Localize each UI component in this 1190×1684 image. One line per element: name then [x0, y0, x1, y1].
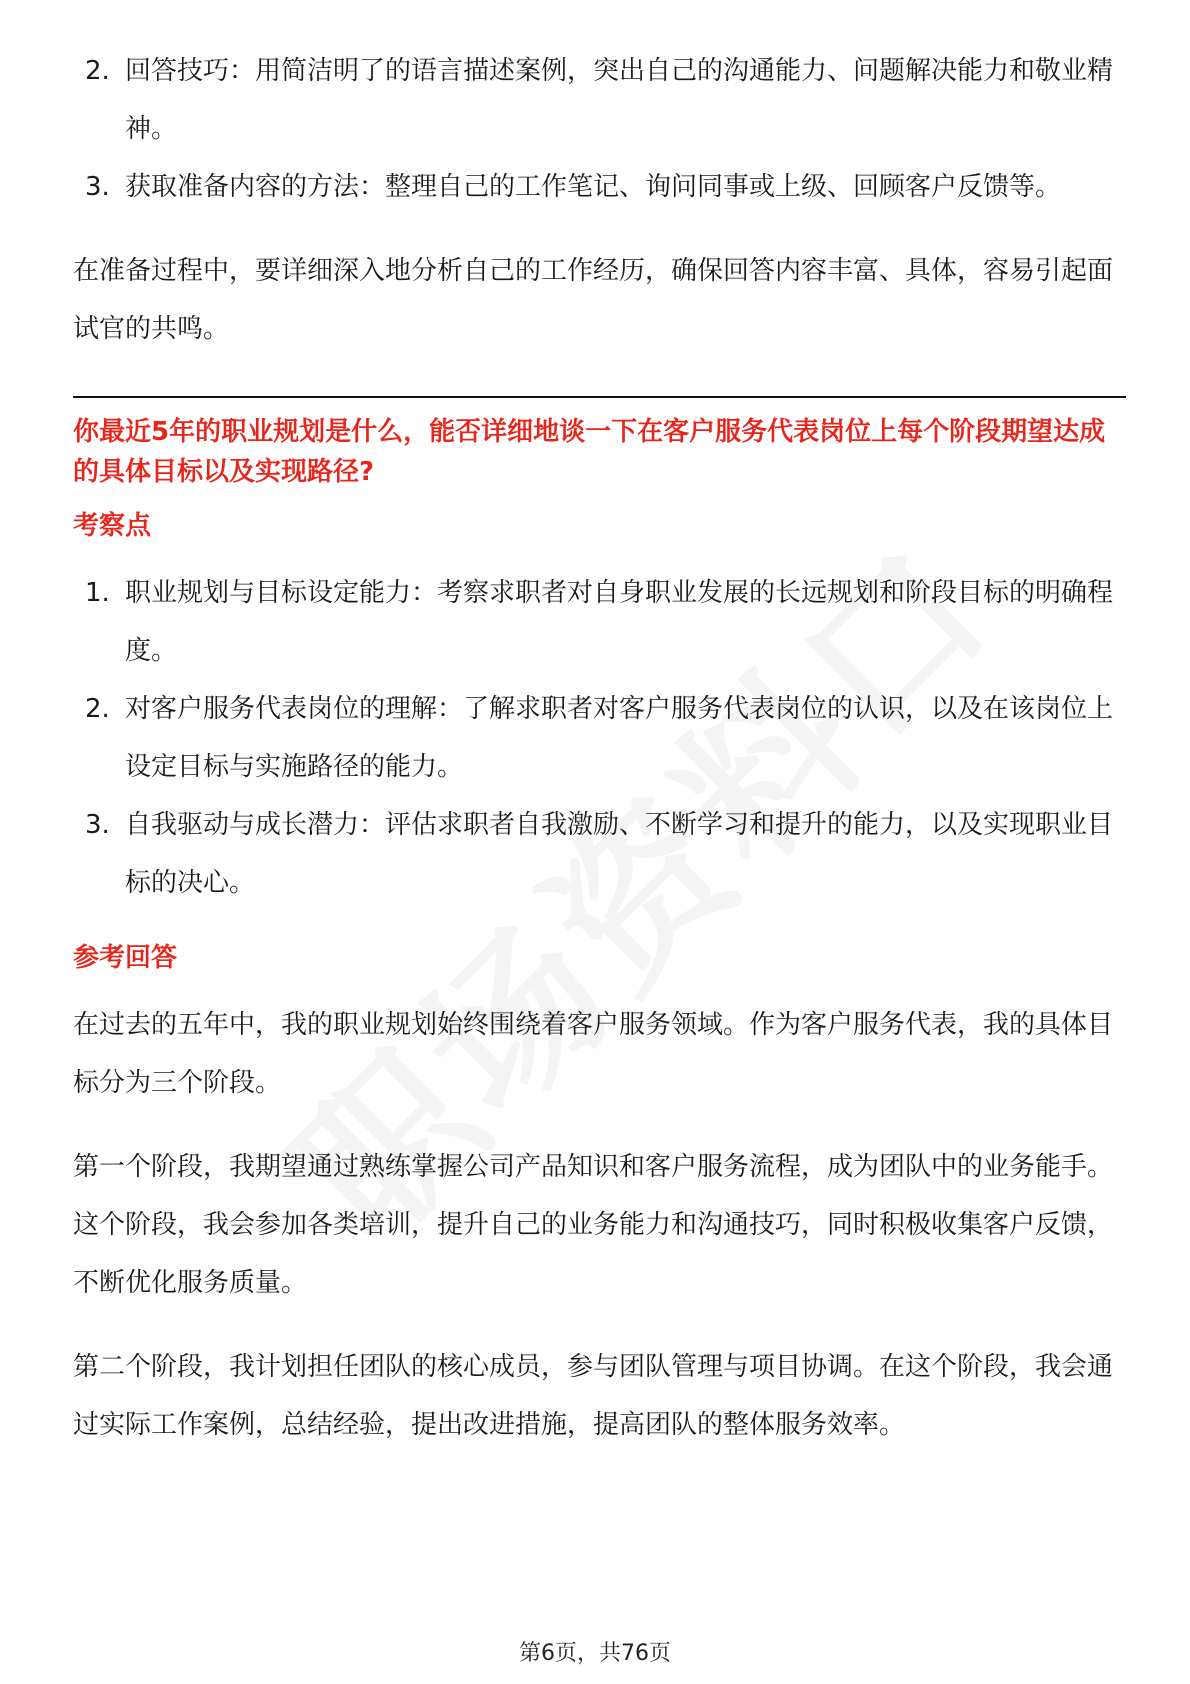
list-item: [73, 158, 1119, 216]
answer-paragraph: 第二个阶段，我计划担任团队的核心成员，参与团队管理与项目协调。在这个阶段，我会通过实际工作案例，总结经验，提出改进措施，提高团队的整体服务效率。: [73, 1352, 1114, 1440]
list-number: 3.: [85, 810, 110, 840]
list-text: 自我驱动与成长潜力：评估求职者自我激励、不断学习和提升的能力，以及实现职业目标的决心。: [125, 810, 1114, 898]
list-item: [73, 796, 1119, 912]
answer-paragraph: 第一个阶段，我期望通过熟练掌握公司产品知识和客户服务流程，成为团队中的业务能手。这个阶段，我会参加各类培训，提升自己的业务能力和沟通技巧，同时积极收集客户反馈，不断优化服务质量。: [73, 1152, 1114, 1298]
list-text: 职业规划与目标设定能力：考察求职者对自身职业发展的长远规划和阶段目标的明确程度。: [125, 578, 1114, 666]
list-text: 回答技巧：用简洁明了的语言描述案例，突出自己的沟通能力、问题解决能力和敬业精神。: [125, 56, 1114, 144]
list-item: [73, 42, 1119, 158]
focus-list: [73, 564, 1119, 912]
list-text: 获取准备内容的方法：整理自己的工作笔记、询问同事或上级、回顾客户反馈等。: [125, 172, 1062, 202]
section-divider: [73, 396, 1126, 398]
list-number: 3.: [85, 172, 110, 202]
question-heading: 你最近5年的职业规划是什么，能否详细地谈一下在客户服务代表岗位上每个阶段期望达成的具体目标以及实现路径?: [73, 417, 1106, 487]
page-content: [73, 42, 1119, 1454]
list-item: [73, 680, 1119, 796]
list-item: [73, 564, 1119, 680]
list-number: 1.: [85, 578, 110, 608]
top-list: [73, 42, 1119, 216]
list-text: 对客户服务代表岗位的理解：了解求职者对客户服务代表岗位的认识，以及在该岗位上设定目标与实施路径的能力。: [125, 694, 1114, 782]
section-heading-answer: 参考回答: [73, 943, 178, 973]
paragraph: 在准备过程中，要详细深入地分析自己的工作经历，确保回答内容丰富、具体，容易引起面试官的共鸣。: [73, 256, 1114, 344]
section-heading-focus: 考察点: [73, 511, 152, 541]
answer-paragraph: 在过去的五年中，我的职业规划始终围绕着客户服务领域。作为客户服务代表，我的具体目标分为三个阶段。: [73, 1010, 1114, 1098]
page-footer: 第6页，共76页: [519, 1641, 671, 1666]
list-number: 2.: [85, 694, 110, 724]
list-number: 2.: [85, 56, 110, 86]
